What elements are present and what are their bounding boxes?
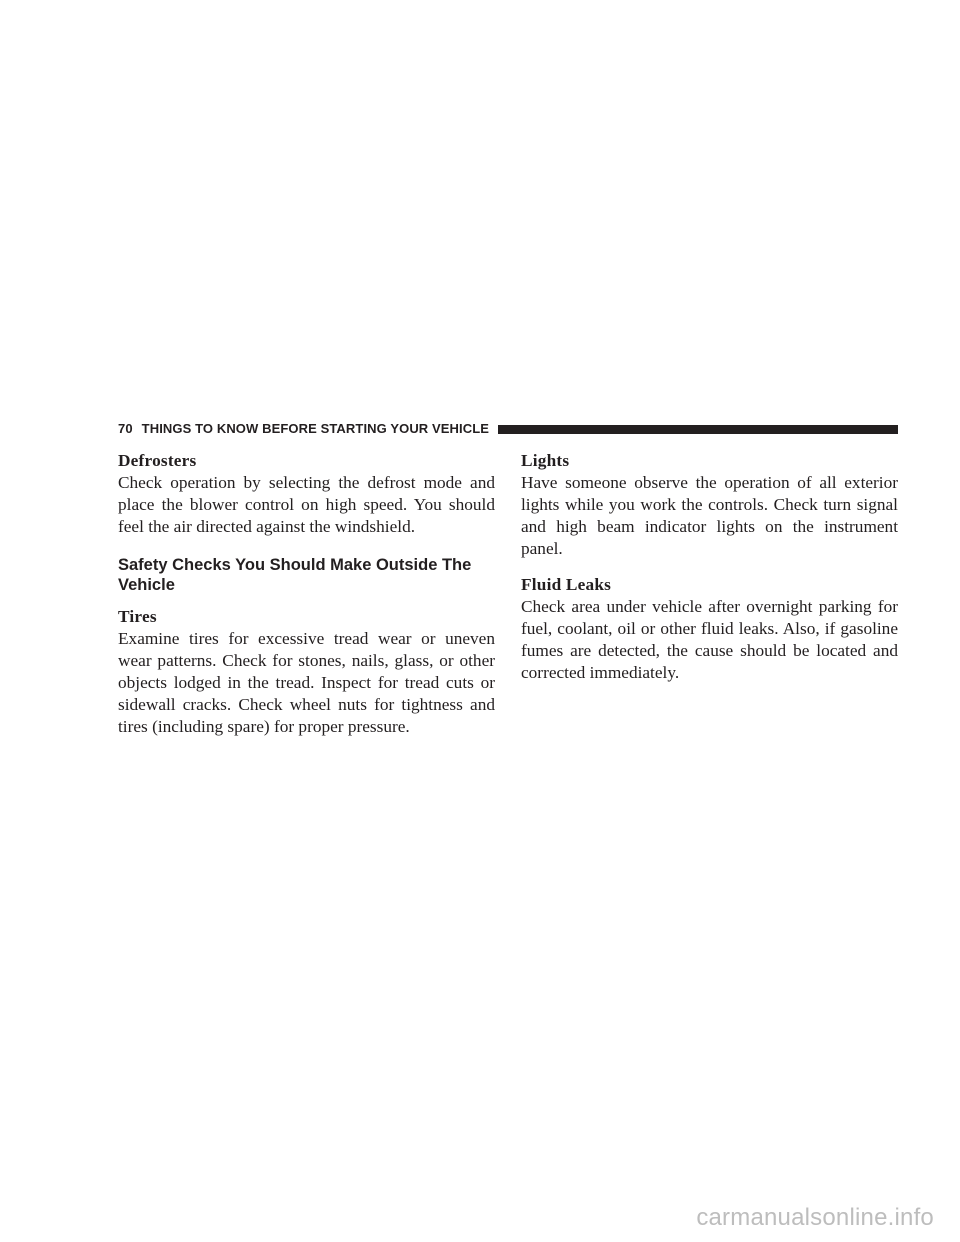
right-column (521, 450, 898, 684)
tires-text: Examine tires for excessive tread wear or uneven wear patterns. Check for stones, nails, glass, or other objects lodged in the tread. Inspect for tread cuts or sidewall cracks. Check wheel nuts for tightness and tires (including spare) for proper pressure. (118, 629, 495, 736)
running-header (118, 420, 898, 438)
safety-checks-heading: Safety Checks You Should Make Outside The Vehicle (118, 556, 472, 594)
lights-text: Have someone observe the operation of all exterior lights while you work the controls. Check turn signal and high beam indicator lights on the instrument panel. (521, 473, 898, 558)
page-number: 70 (118, 421, 133, 436)
lights-heading: Lights (521, 451, 570, 470)
header-rule (498, 425, 898, 434)
watermark: carmanualsonline.info (696, 1204, 934, 1231)
left-column (118, 450, 495, 738)
header-title: THINGS TO KNOW BEFORE STARTING YOUR VEHICLE (141, 421, 490, 436)
fluid-leaks-text: Check area under vehicle after overnight parking for fuel, coolant, oil or other fluid leaks. Also, if gasoline fumes are detected, the cause should be located and corrected immediately. (521, 597, 898, 682)
tires-heading: Tires (118, 607, 157, 626)
fluid-leaks-heading: Fluid Leaks (521, 575, 612, 594)
defrosters-heading: Defrosters (118, 451, 197, 470)
defrosters-text: Check operation by selecting the defrost mode and place the blower control on high speed. You should feel the air directed against the windshield. (118, 473, 495, 536)
